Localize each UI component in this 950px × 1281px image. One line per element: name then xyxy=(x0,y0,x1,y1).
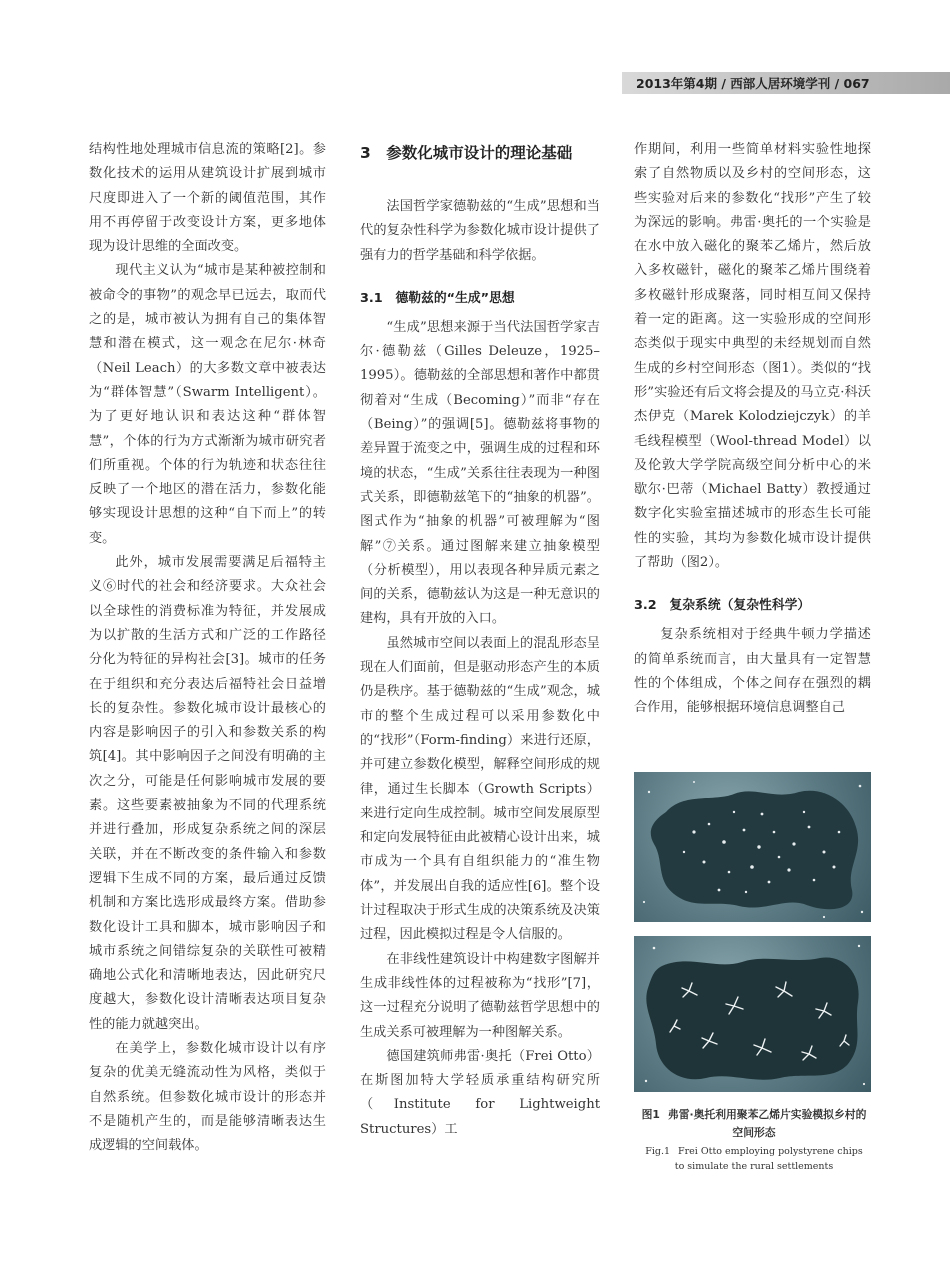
figure-caption-cn xyxy=(640,1106,868,1142)
column-middle xyxy=(360,141,600,1142)
paragraph: 结构性地处理城市信息流的策略[2]。参数化技术的运用从建筑设计扩展到城市尺度即进入了一个新的阈值范围，其作用不再停留于改变设计方案，更多地体现为设计思维的全面改变。 xyxy=(89,142,326,255)
paragraph: “生成”思想来源于当代法国哲学家吉尔·德勒兹（Gilles Deleuze，1925–1995）。德勒兹的全部思想和著作中都贯彻着对“生成（Becoming）”而非“存在（Being）”的强调[5]。德勒兹将事物的差异置于流变之中，强调生成的过程和环境的状态，“生成”关系往往表现为一种图式关系，即德勒兹笔下的“抽象的机器”。图式作为“抽象的机器”可被理解为“图解”⑦关系。通过图解来建立抽象模型（分析模型），用以表现各种异质元素之间的关系，德勒兹认为这是一种无意识的建构，具有开放的入口。 xyxy=(360,319,600,627)
figure-caption-en-text: Frei Otto employing polystyrene chips to simulate the rural settlements xyxy=(674,1146,863,1172)
subsection-title: 3.2 复杂系统（复杂性科学） xyxy=(634,598,811,614)
figure-1-photo-top xyxy=(634,772,871,922)
paragraph: 现代主义认为“城市是某种被控制和被命令的事物”的观念早已远去，取而代之的是，城市被认为拥有自己的集体智慧和潜在模式，这一观念在尼尔·林奇（Neil Leach）的大多数文章中被表达为“群体智慧”（Swarm Intelligent）。为了更好地认识和表达这种“群体智慧”，个体的行为方式渐渐为城市研究者们所重视。个体的行为轨迹和状态往往反映了一个地区的潜在活力，参数化能够实现设计思想的这种“自下而上”的转变。 xyxy=(89,263,326,546)
paragraph: 德国建筑师弗雷·奥托（Frei Otto）在斯图加特大学轻质承重结构研究所（Institute for Lightweight Structures）工 xyxy=(360,1048,600,1137)
figure-1-photo-bottom xyxy=(634,936,871,1092)
paragraph: 复杂系统相对于经典牛顿力学描述的简单系统而言，由大量具有一定智慧性的个体组成，个体之间存在强烈的耦合作用，能够根据环境信息调整自己 xyxy=(634,627,871,716)
polystyrene-clusters-image xyxy=(634,936,871,1092)
paragraph: 此外，城市发展需要满足后福特主义⑥时代的社会和经济要求。大众社会以全球性的消费标准为特征，并发展成为以扩散的生活方式和广泛的工作路径分化为特征的异构社会[3]。城市的任务在于组织和充分表达后福特社会日益增长的复杂性。参数化城市设计最核心的内容是影响因子的引入和参数关系的构筑[4]。其中影响因子之间没有明确的主次之分，可能是任何影响城市发展的要素。这些要素被抽象为不同的代理系统并进行叠加，形成复杂系统之间的深层关联，并在不断改变的条件输入和参数逻辑下生成不同的方案，最后通过反馈机制和方案比选形成最终方案。借助参数化设计工具和脚本，城市影响因子和城市系统之间错综复杂的关联性可被精确地公式化和清晰地表达，因此研究尺度越大，参数化设计清晰表达项目复杂性的能力就越突出。 xyxy=(89,555,326,1032)
paragraph: 法国哲学家德勒兹的“生成”思想和当代的复杂性科学为参数化城市设计提供了强有力的哲学基础和科学依据。 xyxy=(360,199,600,263)
paragraph: 作期间，利用一些简单材料实验性地探索了自然物质以及乡村的空间形态，这些实验对后来的参数化“找形”产生了较为深远的影响。弗雷·奥托的一个实验是在水中放入磁化的聚苯乙烯片，然后放入多枚磁针，磁化的聚苯乙烯片围绕着多枚磁针形成聚落，同时相互间又保持着一定的距离。这一实验形成的空间形态类似于现实中典型的未经规划而自然生成的乡村空间形态（图1）。类似的“找形”实验还有后文将会提及的马立克·科沃杰伊克（Marek Kolodziejczyk）的羊毛线程模型（Wool-thread Model）以及伦敦大学学院高级空间分析中心的米歇尔·巴蒂（Michael Batty）教授通过数字化实验室描述城市的形态生长可能性的实验，其均为参数化城市设计提供了帮助（图2）。 xyxy=(634,142,871,571)
running-head: 2013年第4期 / 西部人居环境学刊 / 067 xyxy=(636,76,870,91)
subsection-title: 3.1 德勒兹的“生成”思想 xyxy=(360,290,515,306)
figure-caption-en xyxy=(640,1144,868,1174)
figure-label-en: Fig.1 xyxy=(645,1146,671,1157)
paragraph: 在非线性建筑设计中构建数字图解并生成非线性体的过程被称为“找形”[7]，这一过程充分说明了德勒兹哲学思想中的生成关系可被理解为一种图解关系。 xyxy=(360,951,600,1040)
section-title: 3 参数化城市设计的理论基础 xyxy=(360,144,573,162)
paragraph: 在美学上，参数化城市设计以有序复杂的优美无缝流动性为风格，类似于自然系统。但参数化城市设计的形态并不是随机产生的，而是能够清晰表达生成逻辑的空间载体。 xyxy=(89,1040,326,1154)
paragraph: 虽然城市空间以表面上的混乱形态呈现在人们面前，但是驱动形态产生的本质仍是秩序。基于德勒兹的“生成”观念，城市的整个生成过程可以采用参数化中的“找形”（Form-finding）来进行还原，并可建立参数化模型，解释空间形成的规律，通过生长脚本（Growth Scripts）来进行定向生成控制。城市空间发展原型和定向发展特征由此被精心设计出来，城市成为一个具有自组织能力的“准生物体”，并发展出自我的适应性[6]。整个设计过程取决于形式生成的决策系统及决策过程，因此模拟过程是令人信服的。 xyxy=(360,635,600,943)
figure-caption-cn-text: 弗雷·奥托利用聚苯乙烯片实验模拟乡村的空间形态 xyxy=(667,1108,867,1139)
column-right xyxy=(634,138,871,721)
polystyrene-settlement-image xyxy=(634,772,871,922)
column-left xyxy=(89,138,326,1158)
figure-label-cn: 图1 xyxy=(641,1108,660,1121)
